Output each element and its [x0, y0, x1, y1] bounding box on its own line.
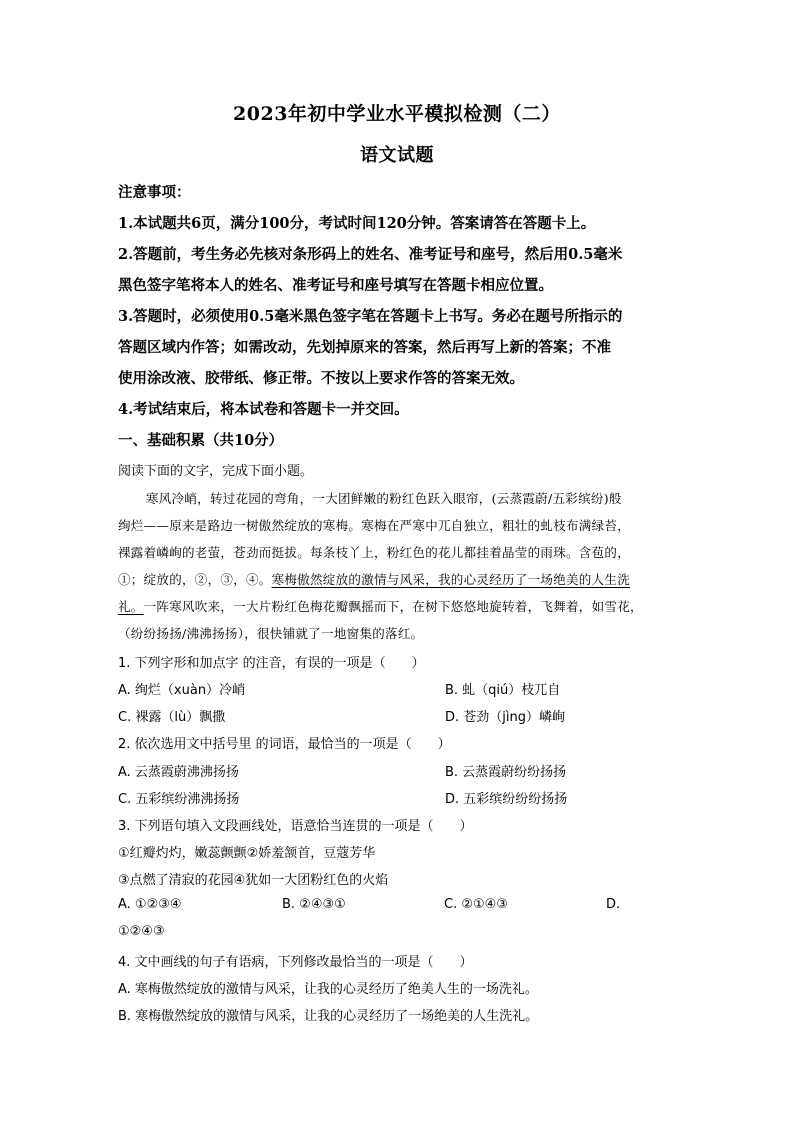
subject-title: 语文试题 — [360, 145, 434, 166]
passage-text: 一阵寒风吹来，一大片粉红色梅花瓣飘摇而下，在树下悠悠地旋转着，飞舞着，如雪花， — [143, 599, 643, 614]
question-3-option-c[interactable]: C. ②①④③ — [444, 897, 508, 912]
question-2-option-a[interactable]: A. 云蒸霞蔚沸沸扬扬 — [118, 765, 239, 780]
question-3-option-b[interactable]: B. ②④③① — [282, 897, 346, 912]
underlined-sentence-end: 礼。 — [118, 599, 144, 614]
notice-item-3-line-2: 答题区域内作答；如需改动，先划掉原来的答案，然后再写上新的答案；不准 — [118, 339, 611, 356]
section-heading: 一、基础积累（共10分） — [118, 432, 284, 449]
question-1-option-a[interactable]: A. 绚烂（xuàn）冷峭 — [118, 683, 246, 698]
question-4-option-a[interactable]: A. 寒梅傲然绽放的激情与风采，让我的心灵经历了绝美人生的一场洗礼。 — [118, 982, 538, 997]
question-3-option-d-text[interactable]: ①②④③ — [118, 924, 165, 939]
notice-item-1: 1.本试题共6页，满分100分，考试时间120分钟。答案请答在答题卡上。 — [118, 215, 596, 232]
exam-title: 2023年初中学业水平模拟检测（二） — [233, 103, 561, 125]
question-1-option-d[interactable]: D. 苍劲（jìng）嶙峋 — [445, 710, 565, 725]
question-3-option-d[interactable]: D. — [606, 897, 621, 912]
notice-item-4: 4.考试结束后，将本试卷和答题卡一并交回。 — [118, 401, 409, 418]
question-2-option-d[interactable]: D. 五彩缤纷纷纷扬扬 — [445, 792, 568, 807]
passage-line: （纷纷扬扬/沸沸扬扬），很快铺就了一地窗集的落红。 — [118, 626, 424, 641]
question-4-option-b[interactable]: B. 寒梅傲然绽放的激情与风采，让我的心灵经历了一场绝美的人生洗礼。 — [118, 1009, 539, 1024]
question-2-option-c[interactable]: C. 五彩缤纷沸沸扬扬 — [118, 792, 240, 807]
notice-item-2-line-2: 黑色签字笔将本人的姓名、准考证号和座号填写在答题卡相应位置。 — [118, 277, 553, 294]
passage-line: 裸露着嶙峋的老萤，苍劲而挺拔。每条枝丫上，粉红色的花儿都挂着晶莹的雨珠。含苞的， — [118, 545, 631, 560]
question-3-sentences-2: ③点燃了清寂的花园④犹如一大团粉红色的火焰 — [118, 873, 389, 888]
notice-item-3-line-3: 使用涂改液、胶带纸、修正带。不按以上要求作答的答案无效。 — [118, 370, 524, 387]
section-instruction: 阅读下面的文字，完成下面小题。 — [118, 464, 314, 479]
passage-blanks: ①；绽放的，②，③，④。 — [118, 572, 272, 587]
underlined-sentence: 寒梅傲然绽放的激情与风采，我的心灵经历了一场绝美的人生洗 — [271, 572, 631, 587]
notice-heading: 注意事项： — [118, 184, 191, 201]
question-2-option-b[interactable]: B. 云蒸霞蔚纷纷扬扬 — [445, 765, 567, 780]
question-3-option-a[interactable]: A. ①②③④ — [118, 897, 182, 912]
passage-line: 绚烂——原来是路边一树傲然绽放的寒梅。寒梅在严寒中兀自独立，粗壮的虬枝布满绿苔， — [118, 518, 631, 533]
question-3-sentences-1: ①红瓣灼灼，嫩蕊颤颤②娇羞颔首，豆蔻芳华 — [118, 846, 376, 861]
passage-line: 寒风冷峭，转过花园的弯角，一大团鲜嫩的粉红色跃入眼帘，(云蒸霞蔚/五彩缤纷)般 — [146, 491, 622, 506]
question-2-stem: 2. 依次选用文中括号里 的词语，最恰当的一项是（ ） — [118, 737, 451, 752]
notice-item-3-line-1: 3.答题时，必须使用0.5毫米黑色签字笔在答题卡上书写。务必在题号所指示的 — [118, 308, 623, 325]
question-3-stem: 3. 下列语句填入文段画线处，语意恰当连贯的一项是（ ） — [118, 819, 473, 834]
question-1-stem: 1. 下列字形和加点字 的注音，有误的一项是（ ） — [118, 656, 425, 671]
question-1-option-b[interactable]: B. 虬（qiú）枝兀自 — [445, 683, 561, 698]
notice-item-2-line-1: 2.答题前，考生务必先核对条形码上的姓名、准考证号和座号，然后用0.5毫米 — [118, 246, 623, 263]
passage-line — [118, 597, 643, 615]
passage-line — [118, 570, 630, 588]
question-1-option-c[interactable]: C. 裸露（lù）飘撒 — [118, 710, 226, 725]
question-4-stem: 4. 文中画线的句子有语病，下列修改最恰当的一项是（ ） — [118, 955, 473, 970]
